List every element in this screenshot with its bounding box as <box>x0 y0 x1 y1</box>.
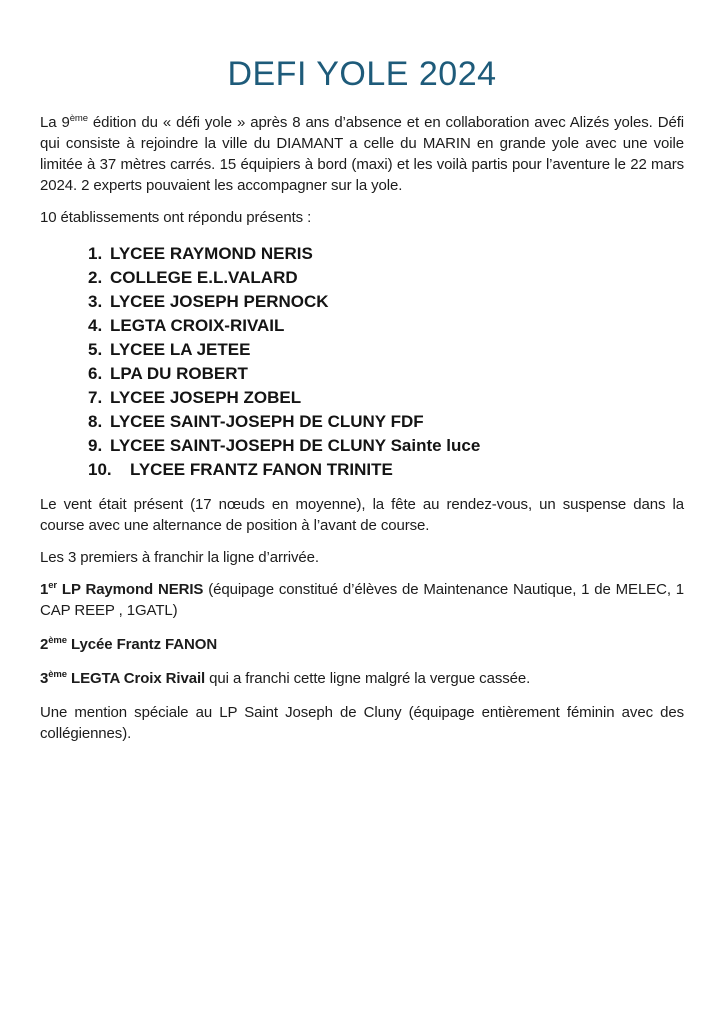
list-item-name: LYCEE JOSEPH PERNOCK <box>110 292 329 311</box>
list-item-establishment <box>88 410 684 434</box>
list-item-number: 1. <box>88 244 103 263</box>
list-item-establishment <box>88 434 684 458</box>
result-third-rank: 3 <box>40 670 49 687</box>
result-third-place <box>40 668 684 689</box>
result-first-ordinal-suffix: er <box>48 580 58 591</box>
result-second-place <box>40 634 684 655</box>
result-third-name: LEGTA Croix Rivail <box>66 670 206 687</box>
list-item-name: COLLEGE E.L.VALARD <box>110 268 298 287</box>
list-item-number: 9. <box>88 436 103 455</box>
list-item-name: LYCEE SAINT-JOSEPH DE CLUNY FDF <box>110 412 424 431</box>
paragraph-list-intro: 10 établissements ont répondu présents : <box>40 209 312 226</box>
paragraph-intro <box>40 112 684 196</box>
result-first-rank: 1 <box>40 581 49 598</box>
result-second-name: Lycée Frantz FANON <box>66 636 218 653</box>
list-item-establishment <box>88 458 684 482</box>
list-item-name: LYCEE RAYMOND NERIS <box>110 244 313 263</box>
list-item-number: 3. <box>88 292 103 311</box>
list-item-name: LYCEE JOSEPH ZOBEL <box>110 388 302 407</box>
list-item-name: LYCEE SAINT-JOSEPH DE CLUNY Sainte luce <box>110 436 481 455</box>
list-item-number: 7. <box>88 388 103 407</box>
list-item-establishment <box>88 242 684 266</box>
result-first-detail: (équipage constitué d’élèves de Maintenance Nautique, 1 de MELEC, 1 CAP REEP , 1GATL) <box>40 581 684 619</box>
intro-text-rest: édition du « défi yole » après 8 ans d’absence et en collaboration avec Alizés yoles. Défi qui consiste à rejoindre la ville du DIAMANT a celle du MARIN en grande yole avec une voile limitée à 37 mètres carrés. 15 équipiers à bord (maxi) et les voilà partis pour l’aventure le 22 mars 2024. 2 experts pouvaient les accompagner sur la yole. <box>40 114 684 194</box>
list-item-name: LYCEE FRANTZ FANON TRINITE <box>130 460 393 479</box>
result-second-ordinal-suffix: ème <box>48 635 67 646</box>
list-item-establishment <box>88 338 684 362</box>
list-item-name: LPA DU ROBERT <box>110 364 248 383</box>
result-third-detail: qui a franchi cette ligne malgré la vergue cassée. <box>205 670 531 687</box>
result-first-name: LP Raymond NERIS <box>57 581 204 598</box>
result-second-bold <box>40 636 217 653</box>
paragraph-special-mention: Une mention spéciale au LP Saint Joseph de Cluny (équipage entièrement féminin avec des collégiennes). <box>40 704 684 742</box>
list-item-number: 8. <box>88 412 103 431</box>
list-item-establishment <box>88 266 684 290</box>
list-item-name: LEGTA CROIX-RIVAIL <box>110 316 285 335</box>
list-item-establishment <box>88 314 684 338</box>
list-item-establishment <box>88 386 684 410</box>
result-third-bold <box>40 670 205 687</box>
establishments-list <box>40 242 684 482</box>
list-item-name: LYCEE LA JETEE <box>110 340 251 359</box>
list-item-number: 10. <box>88 460 112 479</box>
list-item-number: 4. <box>88 316 103 335</box>
list-item-number: 2. <box>88 268 103 287</box>
list-item-establishment <box>88 290 684 314</box>
paragraph-finishers: Les 3 premiers à franchir la ligne d’arrivée. <box>40 549 319 566</box>
paragraph-wind: Le vent était présent (17 nœuds en moyenne), la fête au rendez-vous, un suspense dans la course avec une alternance de position à l’avant de course. <box>40 496 684 534</box>
list-item-number: 6. <box>88 364 103 383</box>
intro-ordinal-suffix: ème <box>69 113 88 124</box>
page-title: DEFI YOLE 2024 <box>227 55 497 93</box>
result-second-rank: 2 <box>40 636 49 653</box>
result-third-ordinal-suffix: ème <box>48 669 67 680</box>
result-first-bold <box>40 581 203 598</box>
result-first-place <box>40 579 684 621</box>
intro-text-pre: La 9 <box>40 114 70 131</box>
list-item-number: 5. <box>88 340 103 359</box>
list-item-establishment <box>88 362 684 386</box>
